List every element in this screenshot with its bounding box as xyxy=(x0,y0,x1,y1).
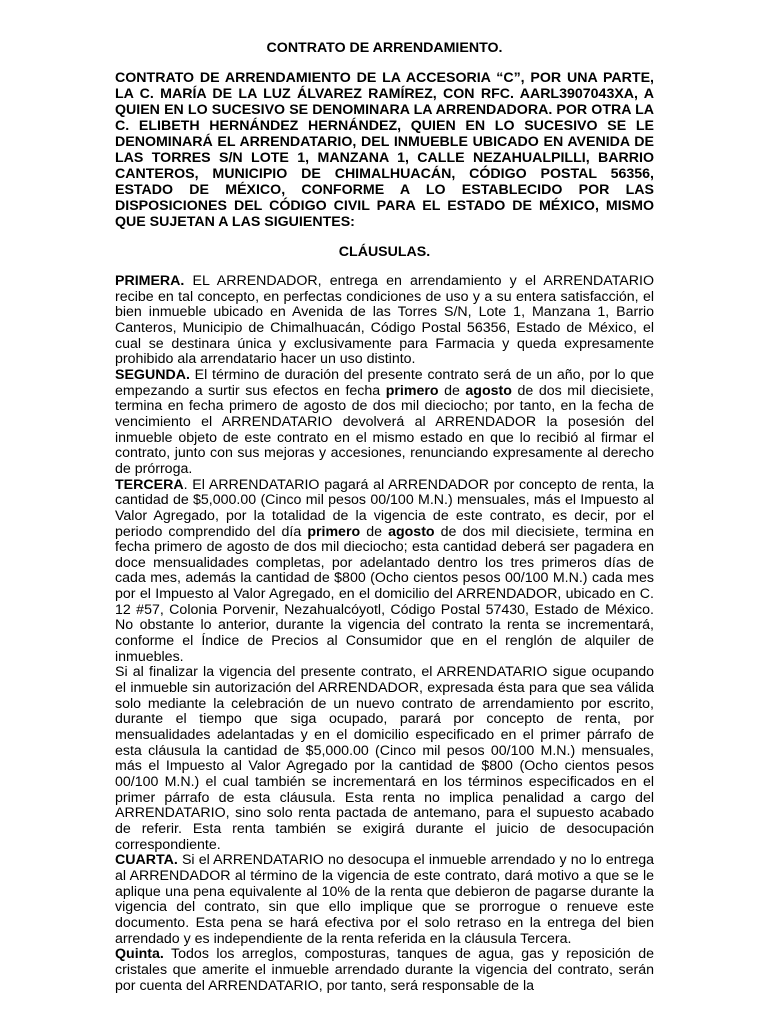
clause-cuarta xyxy=(115,853,654,947)
clause-cuarta-label: CUARTA. xyxy=(115,852,178,869)
clause-tercera-text-3: de dos mil diecisiete, termina en fecha primero de agosto de dos mil dieciocho; esta cantidad deberá ser pagadera en doce mensualidades completas, por adelantado dentro los tres primeros días de cada mes, además la cantidad de $800 (Ocho cientos pesos 00/100 M.N.) cada mes por el Impuesto al Valor Agregado, en el domicilio del ARRENDADOR, ubicado en C. 12 #57, Colonia Porvenir, Nezahualcóyotl, Código Postal 57430, Estado de México. No obstante lo anterior, durante la vigencia del contrato la renta se incrementará, conforme el Índice de Precios al Consumidor que en el renglón de alquiler de inmuebles. xyxy=(115,523,654,665)
document-title: CONTRATO DE ARRENDAMIENTO. xyxy=(266,40,503,56)
clause-tercera-text-1: . El ARRENDATARIO pagará al ARRENDADOR por concepto de renta, la cantidad de $5,000.00 (Cinco mil pesos 00/100 M.N.) mensuales, más el Impuesto al Valor Agregado, por la totalidad de la vigencia de este contrato, es decir, por el periodo comprendido del día xyxy=(115,476,654,540)
contract-preamble: CONTRATO DE ARRENDAMIENTO DE LA ACCESORIA “C”, POR UNA PARTE, LA C. MARÍA DE LA LUZ ÁLVAREZ RAMÍREZ, CON RFC. AARL3907043XA, A QUIEN EN LO SUCESIVO SE DENOMINARA LA ARRENDADORA. POR OTRA LA C. ELIBETH HERNÁNDEZ HERNÁNDEZ, QUIEN EN LO SUCESIVO SE LE DENOMINARÁ EL ARRENDATARIO, DEL INMUEBLE UBICADO EN AVENIDA DE LAS TORRES S/N LOTE 1, MANZANA 1, CALLE NEZAHUALPILLI, BARRIO CANTEROS, MUNICIPIO DE CHIMALHUACÁN, CÓDIGO POSTAL 56356, ESTADO DE MÉXICO, CONFORME A LO ESTABLECIDO POR LAS DISPOSICIONES DEL CÓDIGO CIVIL PARA EL ESTADO DE MÉXICO, MISMO QUE SUJETAN A LAS SIGUIENTES: xyxy=(115,70,654,230)
clause-segunda xyxy=(115,368,654,478)
clause-primera xyxy=(115,274,654,368)
clause-segunda-text-2: de xyxy=(438,382,466,399)
clause-tercera-text-2: de xyxy=(360,523,389,540)
clausulas-heading: CLÁUSULAS. xyxy=(338,244,431,260)
clause-segunda-label: SEGUNDA. xyxy=(115,366,190,383)
clause-tercera-bold-2: agosto xyxy=(388,523,435,540)
clause-segunda-text-3: de dos mil diecisiete, termina en fecha primero de agosto de dos mil dieciocho; por tanto, en la fecha de vencimiento el ARRENDATARIO devolverá al ARRENDADOR la posesión del inmueble objeto de este contrato en el mismo estado en que lo recibió al firmar el contrato, junto con sus mejoras y accesiones, renunciando expresamente al derecho de prórroga. xyxy=(115,382,654,477)
clause-quinta xyxy=(115,947,654,994)
clause-tercera-label: TERCERA xyxy=(115,476,184,493)
clause-segunda-bold-1: primero xyxy=(385,382,439,399)
clause-primera-text: EL ARRENDADOR, entrega en arrendamiento y el ARRENDATARIO recibe en tal concepto, en perfectas condiciones de uso y a su entera satisfacción, el bien inmueble ubicado en Avenida de las Torres S/N, Lote 1, Manzana 1, Barrio Canteros, Municipio de Chimalhuacán, Código Postal 56356, Estado de México, el cual se destinara única y exclusivamente para Farmacia y queda expresamente prohibido ala arrendatario hacer un uso distinto. xyxy=(115,273,654,368)
clause-primera-label: PRIMERA. xyxy=(115,273,185,289)
clause-tercera xyxy=(115,478,654,666)
clause-tercera-paragraph-2: Si al finalizar la vigencia del presente contrato, el ARRENDATARIO sigue ocupando el inmueble sin autorización del ARRENDADOR, expresada ésta para que sea válida solo mediante la celebración de un nuevo contrato de arrendamiento por escrito, durante el tiempo que siga ocupado, parará por concepto de renta, por mensualidades adelantadas y en el domicilio especificado en el primer párrafo de esta cláusula la cantidad de $5,000.00 (Cinco mil pesos 00/100 M.N.) mensuales, más el Impuesto al Valor Agregado por la cantidad de $800 (Ocho cientos pesos 00/100 M.N.) el cual también se incrementará en los términos especificados en el primer párrafo de esta cláusula. Esta renta no implica penalidad a cargo del ARRENDATARIO, sino solo renta pactada de antemano, para el supuesto acabado de referir. Esta renta también se exigirá durante el juicio de desocupación correspondiente. xyxy=(115,664,654,853)
clauses-body xyxy=(115,274,654,994)
clause-quinta-text: Todos los arreglos, composturas, tanques de agua, gas y reposición de cristales que amerite el inmueble arrendado durante la vigencia del contrato, serán por cuenta del ARRENDATARIO, por tanto, será responsable de la xyxy=(115,946,654,994)
clause-segunda-bold-2: agosto xyxy=(465,382,512,399)
clause-quinta-label: Quinta. xyxy=(115,946,164,963)
clause-tercera-bold-1: primero xyxy=(307,523,361,540)
clause-cuarta-text: Si el ARRENDATARIO no desocupa el inmueble arrendado y no lo entrega al ARRENDADOR al término de la vigencia de este contrato, dará motivo a que se le aplique una pena equivalente al 10% de la renta que debieron de pagarse durante la vigencia del contrato, sin que ello implique que se prorrogue o renueve este documento. Esta pena se hará efectiva por el solo retraso en la entrega del bien arrendado y es independiente de la renta referida en la cláusula Tercera. xyxy=(115,852,654,947)
clause-segunda-text-1: El término de duración del presente contrato será de un año, por lo que empezando a surtir sus efectos en fecha xyxy=(115,366,654,399)
